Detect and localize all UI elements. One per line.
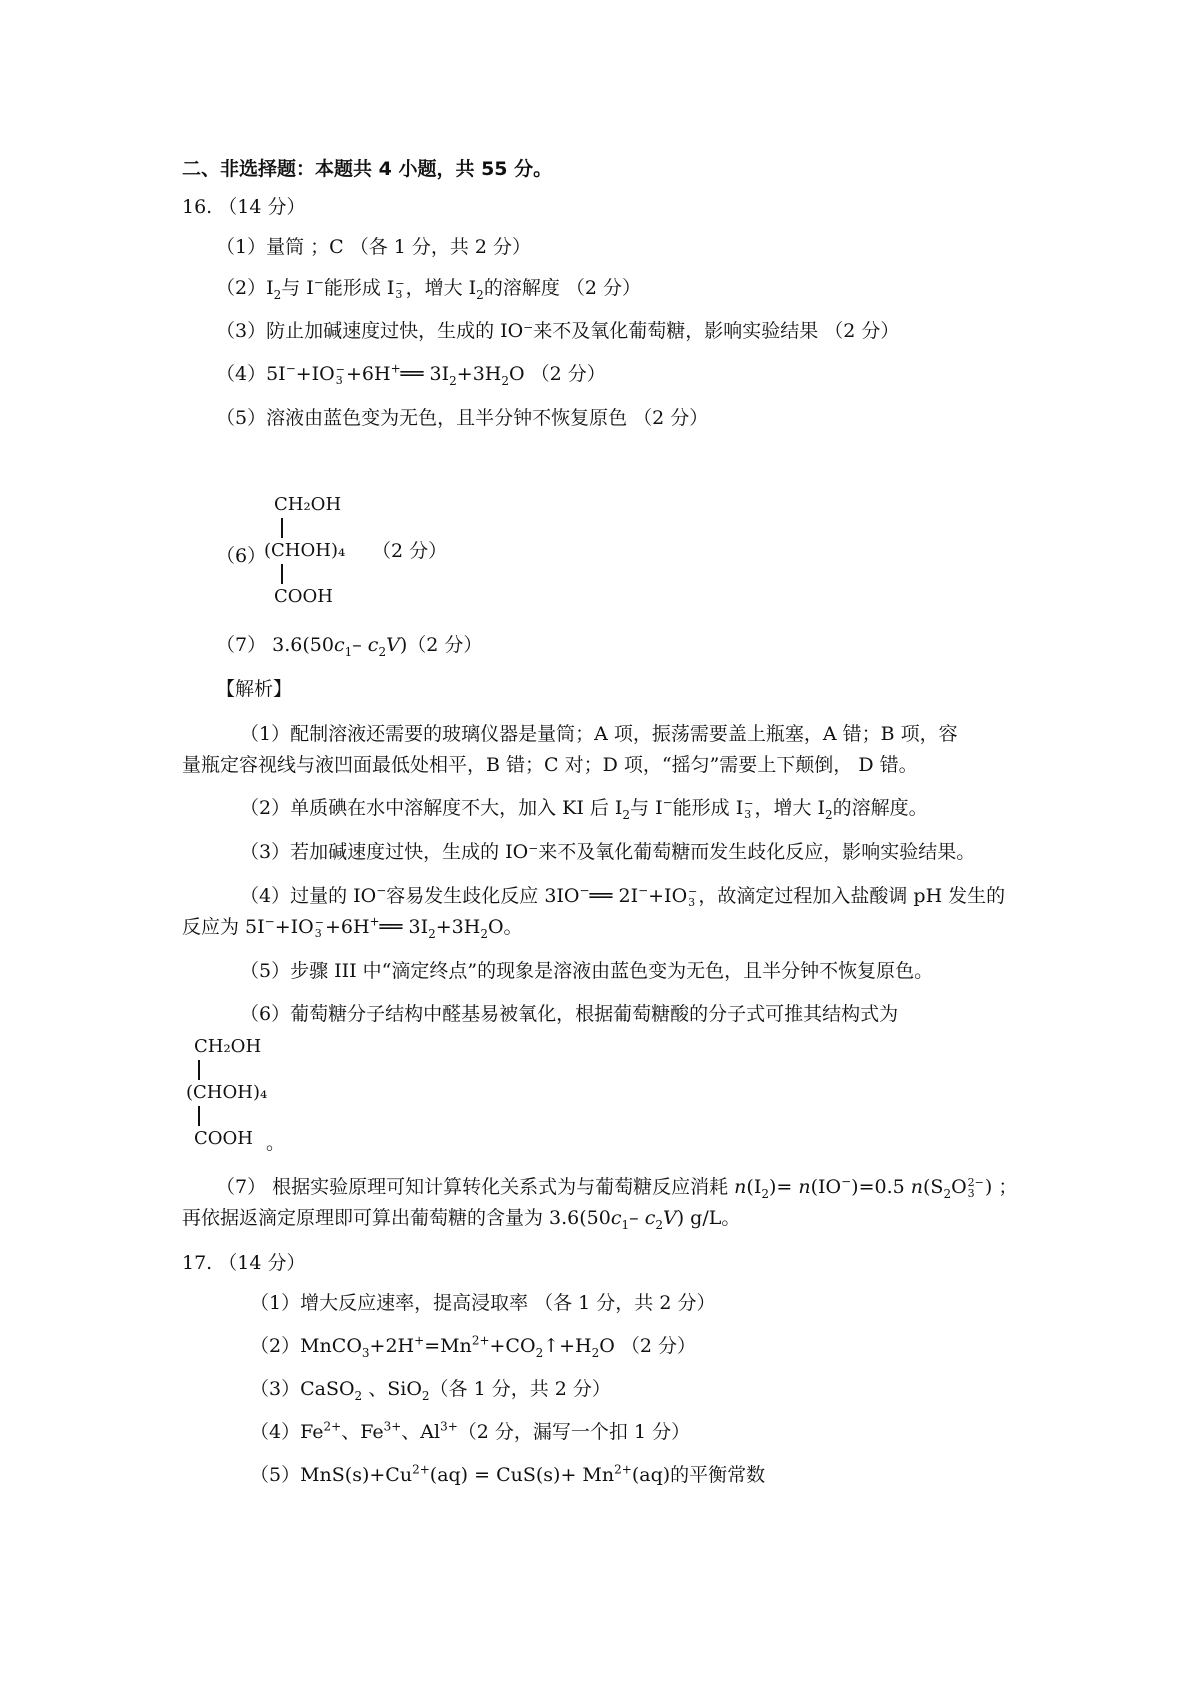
formula-bottom: COOH — [194, 1128, 253, 1149]
explanation-1-line-1: （1）配制溶液还需要的玻璃仪器是量筒；A 项，振荡需要盖上瓶塞，A 错；B 项，容 — [240, 723, 958, 745]
formula-bond-1 — [198, 1060, 200, 1080]
q17-answer-2: $(2)MnCO_3+2H^+=Mn^{2+}+CO_2↑+H_2O$ （2 分） — [250, 1333, 697, 1360]
q17-answer-5: $(5)MnS(s)+Cu^{2+}(aq) = CuS(s)+ Mn^{2+}(aq)$的平衡常数 — [250, 1462, 766, 1486]
formula-middle: (CHOH)₄ — [186, 1082, 268, 1103]
explanation-7-line-1: （7） 根据实验原理可知计算转化关系式为与葡萄糖反应消耗 $n(I_2)= n(IO^-)=0.5$ $n(S_2O$ 2− 3 ) ； — [216, 1174, 1018, 1201]
q16-answer-4: （4）5I−+IO − 3 +6H+══ $3I_2+3H_2O$ （2 分） — [216, 361, 606, 388]
q16-answer-5: （5）溶液由蓝色变为无色，且半分钟不恢复原色 （2 分） — [216, 407, 709, 429]
formula-top: CH₂OH — [274, 494, 342, 515]
formula-top: CH₂OH — [194, 1036, 262, 1057]
q16-answer-6-score: （2 分） — [372, 540, 448, 562]
formula-middle: (CHOH)₄ — [264, 540, 346, 561]
q17-answer-1: （1）增大反应速率，提高浸取率 （各 1 分，共 2 分） — [250, 1292, 716, 1314]
q16-answer-7: （7） $3.6(50c_1-$ $c_2V)(2$ 分） — [216, 634, 483, 659]
analysis-title: 【解析】 — [216, 678, 293, 700]
explanation-4-line-2: 反应为 5I−+IO − 3 +6H+══ $3I_2+3H_2O$。 — [182, 914, 523, 941]
explanation-6: （6）葡萄糖分子结构中醛基易被氧化，根据葡萄糖酸的分子式可推其结构式为 — [240, 1003, 899, 1025]
q16-answer-6-label: （6） — [216, 545, 267, 567]
q16-header: 16. （14 分） — [182, 196, 306, 218]
section-header: 二、非选择题：本题共 4 小题，共 55 分。 — [182, 158, 553, 180]
q16-answer-2: $(2)I_2$与 I−能形成 I − 3 ，增大 $I_2$的溶解度 （2 分） — [216, 275, 641, 302]
explanation-6-end: 。 — [266, 1132, 286, 1154]
q17-header: 17. （14 分） — [182, 1252, 306, 1274]
q17-answer-4: $(4)Fe^{2+}$、$Fe^{3+}$、$Al^{3+}(2$ 分，漏写一个扣 1 分） — [250, 1419, 691, 1443]
q17-answer-3: （3）CaSO$_2$ 、SiO$_2$（各 1 分，共 2 分） — [250, 1378, 611, 1403]
formula-bottom: COOH — [274, 586, 333, 607]
explanation-1-line-2: 量瓶定容视线与液凹面最低处相平，B 错；C 对；D 项，“摇匀”需要上下颠倒， D 错。 — [182, 754, 918, 776]
q16-answer-1: （1）量筒 ；C （各 1 分，共 2 分） — [216, 236, 532, 258]
gluconic-acid-formula-explanation — [186, 1036, 306, 1149]
q16-answer-3: （3）防止加碱速度过快，生成的 IO⁻来不及氧化葡萄糖，影响实验结果 （2 分） — [216, 320, 900, 342]
formula-bond-2 — [281, 564, 283, 584]
explanation-7-line-2: 再依据返滴定原理即可算出葡萄糖的含量为 $3.6(50c_1-$ $c_2V$) g/L。 — [182, 1207, 741, 1232]
formula-bond-2 — [198, 1106, 200, 1126]
gluconic-acid-formula — [264, 494, 384, 607]
explanation-2: （2）单质碘在水中溶解度不大，加入 KI 后 $I_2$与 I−能形成 I − 3 ，增大 $I_2$的溶解度。 — [240, 795, 928, 822]
formula-bond-1 — [281, 518, 283, 538]
explanation-3: （3）若加碱速度过快，生成的 IO⁻来不及氧化葡萄糖而发生歧化反应，影响实验结果。 — [240, 841, 976, 863]
explanation-4-line-1: （4）过量的 IO−容易发生歧化反应 3IO−══ 2I−+IO − 3 ，故滴定过程加入盐酸调 pH 发生的 — [240, 883, 1006, 909]
explanation-5: （5）步骤 III 中“滴定终点”的现象是溶液由蓝色变为无色，且半分钟不恢复原色。 — [240, 960, 934, 982]
